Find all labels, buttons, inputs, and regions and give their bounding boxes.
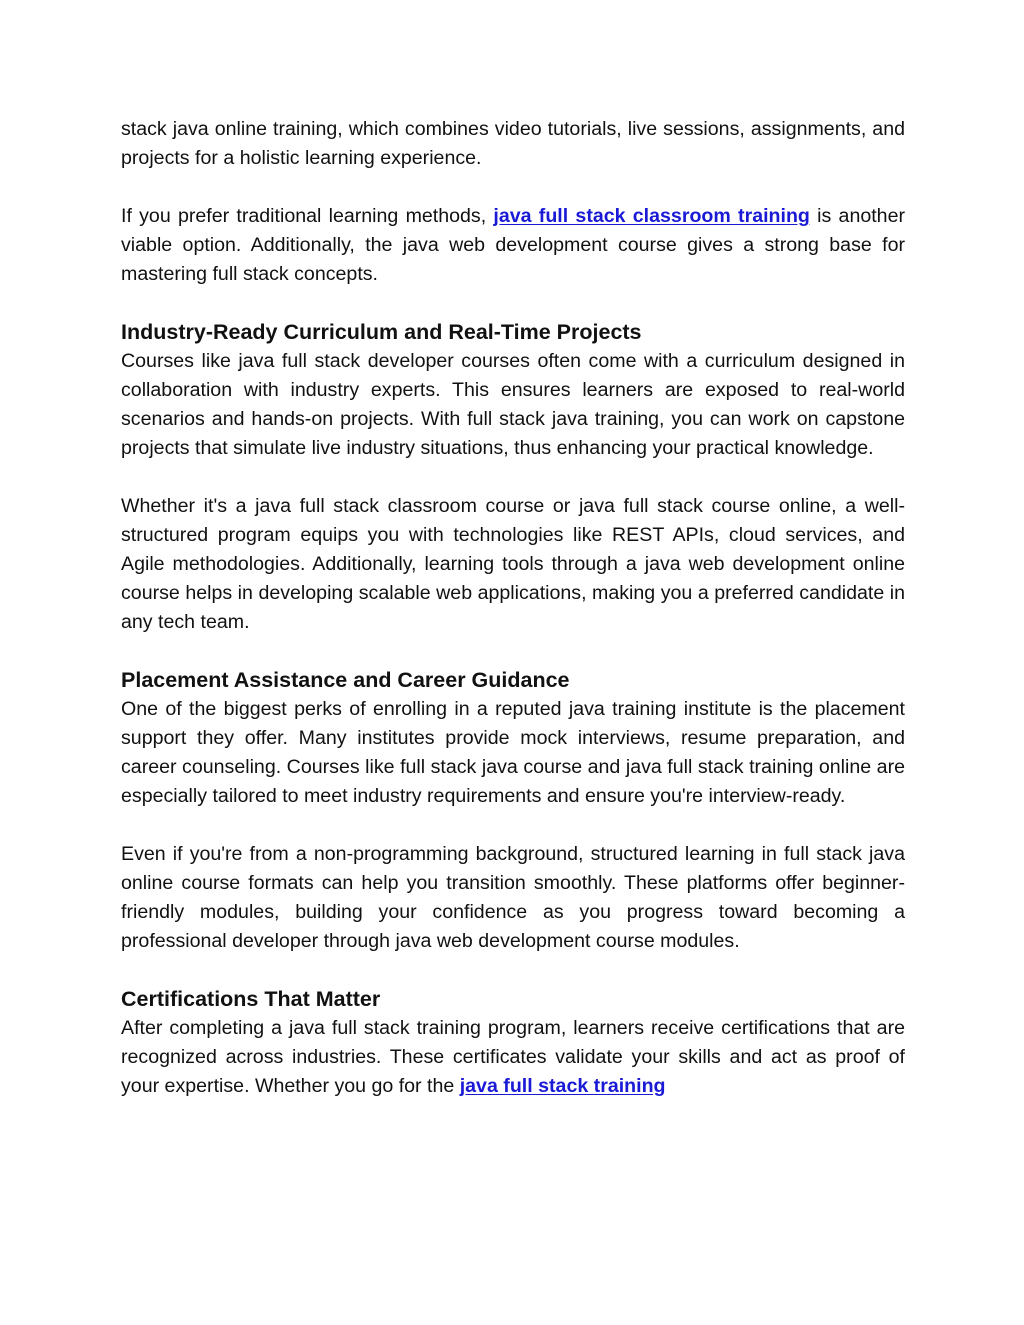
paragraph-placement-support: One of the biggest perks of enrolling in a reputed java training institute is the placement support they offer. Many institutes provide mock interviews, resume preparation, and career counseling. Courses like full stack java course and java full stack training online are especially tailored to meet industry requirements and ensure you're interview-ready. [121,698,905,807]
heading-industry-ready-curriculum: Industry-Ready Curriculum and Real-Time Projects [121,320,642,344]
paragraph-intro: stack java online training, which combines video tutorials, live sessions, assignments, and projects for a holistic learning experience. [121,118,905,169]
paragraph-classroom-text-before: If you prefer traditional learning methods, [121,205,494,227]
paragraph-certifications [121,1014,905,1101]
paragraph-well-structured-program: Whether it's a java full stack classroom course or java full stack course online, a well-structured program equips you with technologies like REST APIs, cloud services, and Agile methodologies. Additionally, learning tools through a java web development online course helps in developing scalable web applications, making you a preferred candidate in any tech team. [121,495,905,633]
paragraph-non-programming-background: Even if you're from a non-programming background, structured learning in full stack java online course formats can help you transition smoothly. These platforms offer beginner-friendly modules, building your confidence as you progress toward becoming a professional developer through java web development course modules. [121,843,905,952]
link-java-full-stack-classroom-training[interactable]: java full stack classroom training [493,205,810,227]
paragraph-curriculum: Courses like java full stack developer courses often come with a curriculum designed in collaboration with industry experts. This ensures learners are exposed to real-world scenarios and hands-on projects. With full stack java training, you can work on capstone projects that simulate live industry situations, thus enhancing your practical knowledge. [121,350,905,459]
paragraph-classroom [121,202,905,289]
heading-certifications: Certifications That Matter [121,987,381,1011]
link-java-full-stack-training[interactable]: java full stack training [459,1075,666,1097]
heading-placement-assistance: Placement Assistance and Career Guidance [121,668,570,692]
paragraph-certifications-text: After completing a java full stack training program, learners receive certifications that are recognized across industries. These certificates validate your skills and act as proof of your expertise. Whether you go for the [121,1017,905,1097]
paragraph-classroom-text-after: is another viable option. Additionally, the java web development course gives a strong base for mastering full stack concepts. [121,205,906,285]
document-page [121,115,905,1101]
